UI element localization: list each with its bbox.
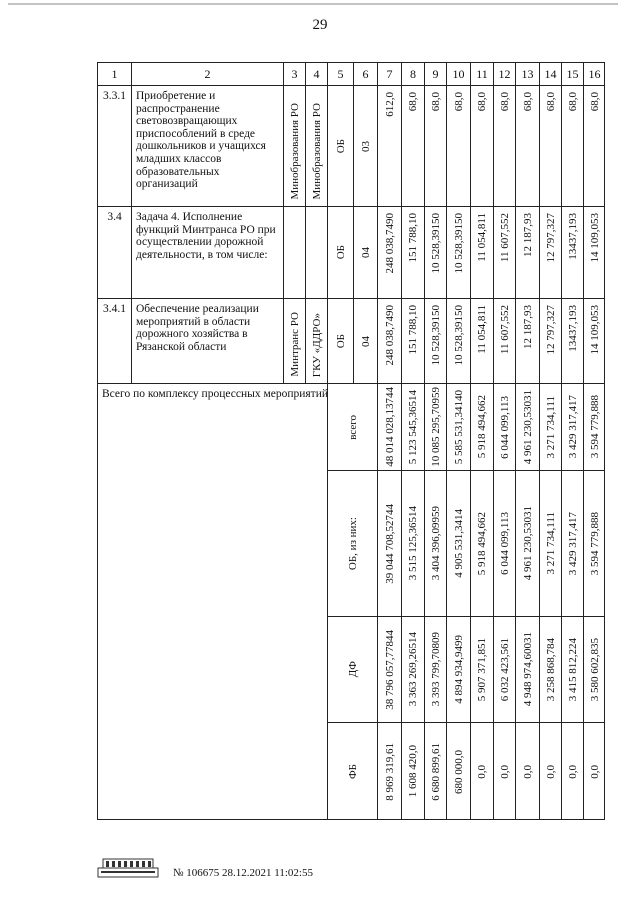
total-amount-value: 5 907 371,851 <box>476 637 488 702</box>
total-amount-value: 3 258 868,784 <box>544 637 557 702</box>
total-amount-value: 4 894 934,9499 <box>452 635 465 704</box>
total-value-cell <box>561 722 583 820</box>
total-amount-value: 3 271 734,111 <box>544 395 557 459</box>
total-amount-value: 4 961 230,53031 <box>521 506 534 581</box>
value-cell <box>377 206 401 298</box>
total-amount-value: 0,0 <box>588 764 601 779</box>
value-cell <box>539 85 561 206</box>
budget-chapter-cell <box>353 85 377 206</box>
total-amount-value: 4 905 531,3414 <box>452 509 465 578</box>
total-value-cell <box>561 616 583 722</box>
amount-value: 13437,193 <box>566 213 579 260</box>
row-name-cell <box>131 298 283 383</box>
column-header-label: 9 <box>432 66 439 81</box>
budget-chapter: 03 <box>359 140 372 152</box>
total-amount-value: 39 044 708,52744 <box>383 503 396 584</box>
column-header-2 <box>131 62 283 85</box>
group-fb-header: ФБ <box>346 763 359 779</box>
amount-value: 68,0 <box>498 92 511 112</box>
column-header-10 <box>446 62 470 85</box>
total-value-cell <box>515 616 539 722</box>
amount-value: 151 788,10 <box>407 213 419 263</box>
budget-table <box>97 62 605 820</box>
amount-value: 13437,193 <box>566 305 579 352</box>
scan-edge-line <box>8 3 618 5</box>
total-value-cell <box>515 383 539 470</box>
total-amount-value: 4 961 230,53031 <box>521 389 534 465</box>
budget-chapter: 04 <box>359 247 372 258</box>
group-vsego-header: всего <box>346 414 359 440</box>
group_fb-header-cell <box>327 722 377 820</box>
total-value-cell <box>493 722 515 820</box>
value-cell <box>561 85 583 206</box>
total-amount-value: 38 796 057,77844 <box>383 629 396 710</box>
total-value-cell <box>539 383 561 470</box>
column-header-label: 4 <box>313 66 320 81</box>
funding-source-cell <box>327 298 353 383</box>
total-value-cell <box>377 383 401 470</box>
budget-chapter-cell <box>353 298 377 383</box>
column-header-14 <box>539 62 561 85</box>
page-number: 29 <box>312 17 328 33</box>
column-header-6 <box>353 62 377 85</box>
total-value-cell <box>424 470 446 616</box>
total-amount-value: 3 594 779,888 <box>588 395 601 459</box>
funding-source: ОБ <box>334 245 347 260</box>
column-header-11 <box>470 62 493 85</box>
funding-source: ОБ <box>334 333 347 349</box>
amount-value: 10 528,39150 <box>429 305 442 366</box>
total-amount-value: 6 680 899,61 <box>429 742 442 801</box>
total-value-cell <box>446 383 470 470</box>
co-executor-name: Минобразования РО <box>310 103 323 200</box>
co-executor-cell <box>305 85 327 206</box>
column-header-7 <box>377 62 401 85</box>
total-value-cell <box>539 470 561 616</box>
column-header-label: 7 <box>386 66 393 81</box>
column-header-15 <box>561 62 583 85</box>
co-executor-cell <box>305 206 327 298</box>
row-code: 3.4.1 <box>103 303 126 315</box>
total-value-cell <box>583 722 605 820</box>
amount-value: 11 054,811 <box>476 213 488 262</box>
value-cell <box>446 85 470 206</box>
amount-value: 12 797,327 <box>544 213 557 263</box>
amount-value: 10 528,39150 <box>452 305 465 366</box>
total-amount-value: 3 404 396,09959 <box>429 506 442 581</box>
value-cell <box>493 85 515 206</box>
total-value-cell <box>493 616 515 722</box>
registry-seal-icon <box>97 856 159 878</box>
total-value-cell <box>493 470 515 616</box>
budget-chapter-cell <box>353 206 377 298</box>
amount-value: 68,0 <box>521 92 534 112</box>
total-amount-value: 6 044 099,113 <box>498 512 511 575</box>
row-code: 3.4 <box>107 211 122 223</box>
total-amount-value: 6 032 423,561 <box>498 637 511 702</box>
column-header-label: 13 <box>521 66 534 81</box>
column-header-12 <box>493 62 515 85</box>
total-amount-value: 5 918 494,662 <box>476 395 488 459</box>
total-amount-value: 0,0 <box>544 764 557 779</box>
column-header-8 <box>401 62 424 85</box>
total-value-cell <box>401 616 424 722</box>
amount-value: 68,0 <box>407 92 419 112</box>
row-code-cell <box>97 298 131 383</box>
column-header-label: 5 <box>337 66 344 81</box>
total-amount-value: 0,0 <box>476 764 488 779</box>
total-amount-value: 680 000,0 <box>452 749 465 794</box>
executor-cell <box>283 85 305 206</box>
amount-value: 14 109,053 <box>588 213 601 263</box>
amount-value: 248 038,7490 <box>383 213 396 274</box>
budget-chapter: 04 <box>359 335 372 347</box>
total-value-cell <box>470 383 493 470</box>
row-name: Приобретение и распространение световозвращающих приспособлений в среде дошкольников и учащихся младших классов образовательных организаций <box>136 90 266 191</box>
row-name-cell <box>131 206 283 298</box>
total-amount-value: 48 014 028,13744 <box>383 387 396 467</box>
amount-value: 68,0 <box>544 92 557 112</box>
value-cell <box>515 206 539 298</box>
value-cell <box>539 298 561 383</box>
column-header-9 <box>424 62 446 85</box>
value-cell <box>446 298 470 383</box>
value-cell <box>424 298 446 383</box>
totals-label: Всего по комплексу процессных мероприятий <box>102 388 329 400</box>
column-header-label: 15 <box>566 66 579 81</box>
total-value-cell <box>470 616 493 722</box>
group_ob-header-cell <box>327 470 377 616</box>
total-value-cell <box>377 616 401 722</box>
row-code-cell <box>97 85 131 206</box>
total-amount-value: 3 271 734,111 <box>544 512 557 575</box>
value-cell <box>515 298 539 383</box>
amount-value: 11 607,552 <box>498 213 511 263</box>
total-amount-value: 3 429 317,417 <box>566 395 579 459</box>
amount-value: 12 187,93 <box>521 213 534 257</box>
value-cell <box>583 298 605 383</box>
value-cell <box>561 206 583 298</box>
total-value-cell <box>561 383 583 470</box>
value-cell <box>493 206 515 298</box>
column-header-1 <box>97 62 131 85</box>
column-header-label: 1 <box>111 66 118 81</box>
amount-value: 68,0 <box>429 92 442 112</box>
total-value-cell <box>377 722 401 820</box>
amount-value: 151 788,10 <box>407 305 419 355</box>
total-value-cell <box>515 722 539 820</box>
value-cell <box>470 85 493 206</box>
funding-source-cell <box>327 85 353 206</box>
value-cell <box>561 298 583 383</box>
amount-value: 68,0 <box>588 92 601 112</box>
amount-value: 68,0 <box>566 92 579 112</box>
total-value-cell <box>446 722 470 820</box>
total-value-cell <box>539 722 561 820</box>
row-name: Обеспечение реализации мероприятий в области дорожного хозяйства в Рязанской области <box>136 303 259 353</box>
amount-value: 68,0 <box>476 92 488 112</box>
total-value-cell <box>377 470 401 616</box>
value-cell <box>583 85 605 206</box>
value-cell <box>515 85 539 206</box>
column-header-16 <box>583 62 605 85</box>
amount-value: 10 528,39150 <box>429 213 442 274</box>
value-cell <box>377 298 401 383</box>
column-header-5 <box>327 62 353 85</box>
total-value-cell <box>515 470 539 616</box>
total-value-cell <box>583 383 605 470</box>
amount-value: 14 109,053 <box>588 305 601 355</box>
column-header-label: 6 <box>362 66 369 81</box>
column-header-label: 8 <box>410 66 416 81</box>
value-cell <box>377 85 401 206</box>
co-executor-name: ГКУ «ДДРО» <box>310 312 323 377</box>
total-amount-value: 3 363 269,26514 <box>407 632 419 707</box>
footer <box>97 856 497 880</box>
total-value-cell <box>493 383 515 470</box>
column-header-label: 2 <box>204 66 211 81</box>
total-amount-value: 3 594 779,888 <box>588 511 601 576</box>
group-ob-header: ОБ, из них: <box>346 516 359 571</box>
value-cell <box>401 206 424 298</box>
total-value-cell <box>583 616 605 722</box>
total-amount-value: 8 969 319,61 <box>383 742 396 801</box>
total-amount-value: 3 429 317,417 <box>566 511 579 576</box>
total-value-cell <box>424 616 446 722</box>
row-name-cell <box>131 85 283 206</box>
row-name: Задача 4. Исполнение функций Минтранса РО при осуществлении дорожной деятельности, в том числе: <box>136 211 276 261</box>
total-value-cell <box>446 470 470 616</box>
total-amount-value: 10 085 295,70959 <box>429 387 442 467</box>
total-amount-value: 0,0 <box>566 764 579 779</box>
amount-value: 612,0 <box>383 92 396 117</box>
co-executor-cell <box>305 298 327 383</box>
total-value-cell <box>539 616 561 722</box>
amount-value: 12 187,93 <box>521 305 534 349</box>
total-amount-value: 1 608 420,0 <box>407 745 419 798</box>
executor-cell <box>283 206 305 298</box>
executor-name: Минтранс РО <box>288 312 301 377</box>
total-amount-value: 0,0 <box>521 764 534 779</box>
amount-value: 248 038,7490 <box>383 305 396 366</box>
column-header-label: 3 <box>291 66 298 81</box>
row-code: 3.3.1 <box>103 90 126 102</box>
funding-source: ОБ <box>334 138 347 154</box>
total-value-cell <box>401 722 424 820</box>
value-cell <box>539 206 561 298</box>
total-value-cell <box>470 722 493 820</box>
total-amount-value: 3 415 812,224 <box>566 637 579 702</box>
value-cell <box>470 206 493 298</box>
total-value-cell <box>583 470 605 616</box>
column-header-3 <box>283 62 305 85</box>
total-amount-value: 5 123 545,36514 <box>407 389 419 465</box>
group_df-header-cell <box>327 616 377 722</box>
total-amount-value: 6 044 099,113 <box>498 395 511 459</box>
column-header-label: 14 <box>544 66 557 81</box>
column-header-label: 12 <box>498 66 511 81</box>
total-amount-value: 3 580 602,835 <box>588 637 601 702</box>
column-header-13 <box>515 62 539 85</box>
value-cell <box>401 298 424 383</box>
document-stamp: № 106675 28.12.2021 11:02:55 <box>173 867 313 879</box>
total-value-cell <box>424 383 446 470</box>
total-amount-value: 3 393 799,70809 <box>429 632 442 707</box>
column-header-label: 10 <box>452 66 465 81</box>
total-amount-value: 4 948 974,60031 <box>521 632 534 707</box>
total-value-cell <box>401 470 424 616</box>
value-cell <box>401 85 424 206</box>
amount-value: 11 054,811 <box>476 305 488 354</box>
column-header-4 <box>305 62 327 85</box>
value-cell <box>470 298 493 383</box>
group_vsego-header-cell <box>327 383 377 470</box>
amount-value: 12 797,327 <box>544 305 557 355</box>
value-cell <box>446 206 470 298</box>
column-header-label: 16 <box>588 66 601 81</box>
amount-value: 11 607,552 <box>498 305 511 355</box>
total-amount-value: 5 585 531,34140 <box>452 389 465 465</box>
total-value-cell <box>424 722 446 820</box>
column-header-label: 11 <box>476 66 488 81</box>
total-value-cell <box>470 470 493 616</box>
value-cell <box>424 206 446 298</box>
amount-value: 10 528,39150 <box>452 213 465 274</box>
total-value-cell <box>401 383 424 470</box>
value-cell <box>424 85 446 206</box>
executor-name: Минобразования РО <box>288 103 301 200</box>
value-cell <box>493 298 515 383</box>
amount-value: 68,0 <box>452 92 465 112</box>
row-code-cell <box>97 206 131 298</box>
total-amount-value: 5 918 494,662 <box>476 511 488 576</box>
total-value-cell <box>446 616 470 722</box>
total-amount-value: 0,0 <box>498 764 511 779</box>
group-df-header: ДФ <box>346 661 359 678</box>
funding-source-cell <box>327 206 353 298</box>
executor-cell <box>283 298 305 383</box>
total-value-cell <box>561 470 583 616</box>
total-amount-value: 3 515 125,36514 <box>407 506 419 581</box>
value-cell <box>583 206 605 298</box>
